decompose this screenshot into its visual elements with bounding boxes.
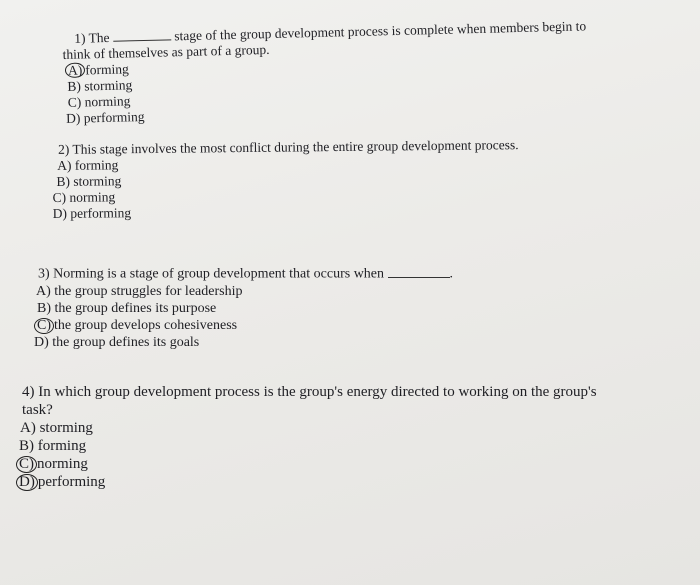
option-text: storming xyxy=(39,420,93,436)
question-4-option-d xyxy=(16,473,597,491)
option-text: norming xyxy=(84,93,131,110)
question-2-stem: 2) This stage involves the most conflict during the entire group development process. xyxy=(57,137,519,157)
option-text: forming xyxy=(37,438,87,454)
option-letter: B) xyxy=(37,300,51,316)
option-text: norming xyxy=(37,456,88,472)
question-1-stem-end: stage of the group development process is complete when members begin to xyxy=(174,18,587,44)
question-2 xyxy=(52,137,519,221)
option-letter: A) xyxy=(57,157,72,173)
option-letter: D) xyxy=(65,110,81,126)
option-text: the group struggles for leadership xyxy=(54,283,243,299)
question-3 xyxy=(34,264,453,351)
question-3-option-b xyxy=(34,300,453,317)
question-4 xyxy=(16,383,597,491)
question-4-option-c xyxy=(16,455,597,473)
option-text: performing xyxy=(83,108,145,126)
question-3-stem-period: . xyxy=(449,266,454,282)
question-1-stem-line-2: think of themselves as part of a group. xyxy=(62,42,270,63)
option-letter: C) xyxy=(67,94,82,110)
option-text: norming xyxy=(69,189,116,205)
question-4-stem-line-1: 4) In which group development process is the group's energy directed to working on the group's xyxy=(22,384,597,400)
option-text: forming xyxy=(85,61,129,78)
option-letter: D) xyxy=(34,334,49,350)
question-3-option-d xyxy=(34,334,453,351)
selected-answer-circle: C) xyxy=(34,318,54,334)
selected-answer-circle: A) xyxy=(65,62,86,78)
selected-answer-circle: D) xyxy=(16,474,38,491)
question-3-stem-text: 3) Norming is a stage of group development that occurs when xyxy=(38,266,385,282)
question-3-option-c xyxy=(34,317,453,334)
option-letter: A) xyxy=(36,283,51,299)
question-3-stem xyxy=(34,264,453,283)
option-text: forming xyxy=(74,157,119,173)
option-text: performing xyxy=(70,204,132,221)
option-text: performing xyxy=(37,474,106,490)
question-4-option-a xyxy=(16,419,597,437)
option-text: storming xyxy=(73,173,122,189)
option-text: the group develops cohesiveness xyxy=(54,317,238,333)
selected-answer-circle: C) xyxy=(16,456,37,473)
option-text: the group defines its purpose xyxy=(54,300,217,316)
option-letter: D) xyxy=(52,205,68,221)
option-letter: A) xyxy=(20,420,36,436)
option-letter: C) xyxy=(52,189,67,205)
question-4-stem-line-2: task? xyxy=(22,402,53,418)
option-letter: B) xyxy=(56,173,70,189)
question-1 xyxy=(62,17,588,126)
option-letter: B) xyxy=(67,78,82,94)
question-4-option-b xyxy=(16,437,597,455)
answer-blank xyxy=(113,27,171,42)
question-3-option-a xyxy=(34,283,453,300)
option-text: the group defines its goals xyxy=(52,334,200,350)
option-letter: B) xyxy=(19,438,34,454)
option-text: storming xyxy=(84,77,133,94)
question-1-stem-start: 1) The xyxy=(74,29,110,46)
answer-blank xyxy=(388,264,450,278)
